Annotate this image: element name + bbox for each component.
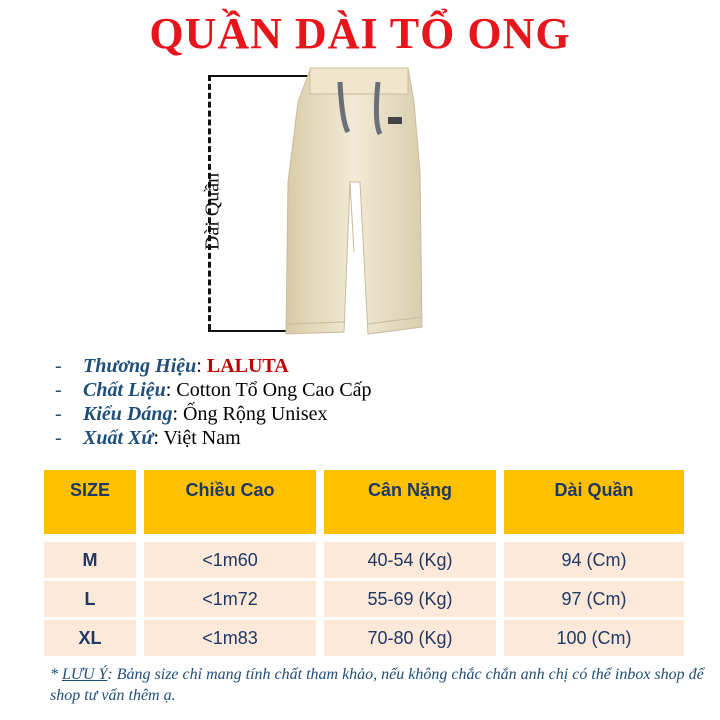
table-header-size: SIZE xyxy=(44,470,136,534)
table-header-length: Dài Quần xyxy=(504,470,684,534)
table-cell: M xyxy=(44,542,136,578)
note-label: LƯU Ý xyxy=(62,666,108,683)
spec-material: - Chất Liệu: Cotton Tổ Ong Cao Cấp xyxy=(55,379,372,401)
table-cell: XL xyxy=(44,620,136,656)
table-cell: <1m72 xyxy=(144,581,316,617)
pants-image xyxy=(228,62,428,347)
table-header-height: Chiều Cao xyxy=(144,470,316,534)
table-cell: 55-69 (Kg) xyxy=(324,581,496,617)
spec-style: - Kiểu Dáng: Ống Rộng Unisex xyxy=(55,403,328,425)
table-cell: L xyxy=(44,581,136,617)
table-cell: 100 (Cm) xyxy=(504,620,684,656)
table-cell: <1m60 xyxy=(144,542,316,578)
table-cell: 70-80 (Kg) xyxy=(324,620,496,656)
table-cell: 40-54 (Kg) xyxy=(324,542,496,578)
spec-origin: - Xuất Xứ: Việt Nam xyxy=(55,427,241,449)
size-note: * LƯU Ý: Bảng size chỉ mang tính chất tham khảo, nếu không chắc chắn anh chị có thể inbox shop để shop tư vấn thêm ạ. xyxy=(50,666,704,704)
table-header-weight: Cân Nặng xyxy=(324,470,496,534)
table-cell: <1m83 xyxy=(144,620,316,656)
table-cell: 94 (Cm) xyxy=(504,542,684,578)
spec-list xyxy=(55,354,372,450)
spec-brand: - Thương Hiệu: LALUTA xyxy=(55,355,289,377)
length-label: Dài Quần xyxy=(201,172,224,251)
page-title: QUẦN DÀI TỔ ONG xyxy=(149,9,571,58)
table-cell: 97 (Cm) xyxy=(504,581,684,617)
note-text: Bảng size chỉ mang tính chất tham khảo, nếu không chắc chắn anh chị có thể inbox shop để shop tư vấn thêm ạ. xyxy=(50,666,704,704)
